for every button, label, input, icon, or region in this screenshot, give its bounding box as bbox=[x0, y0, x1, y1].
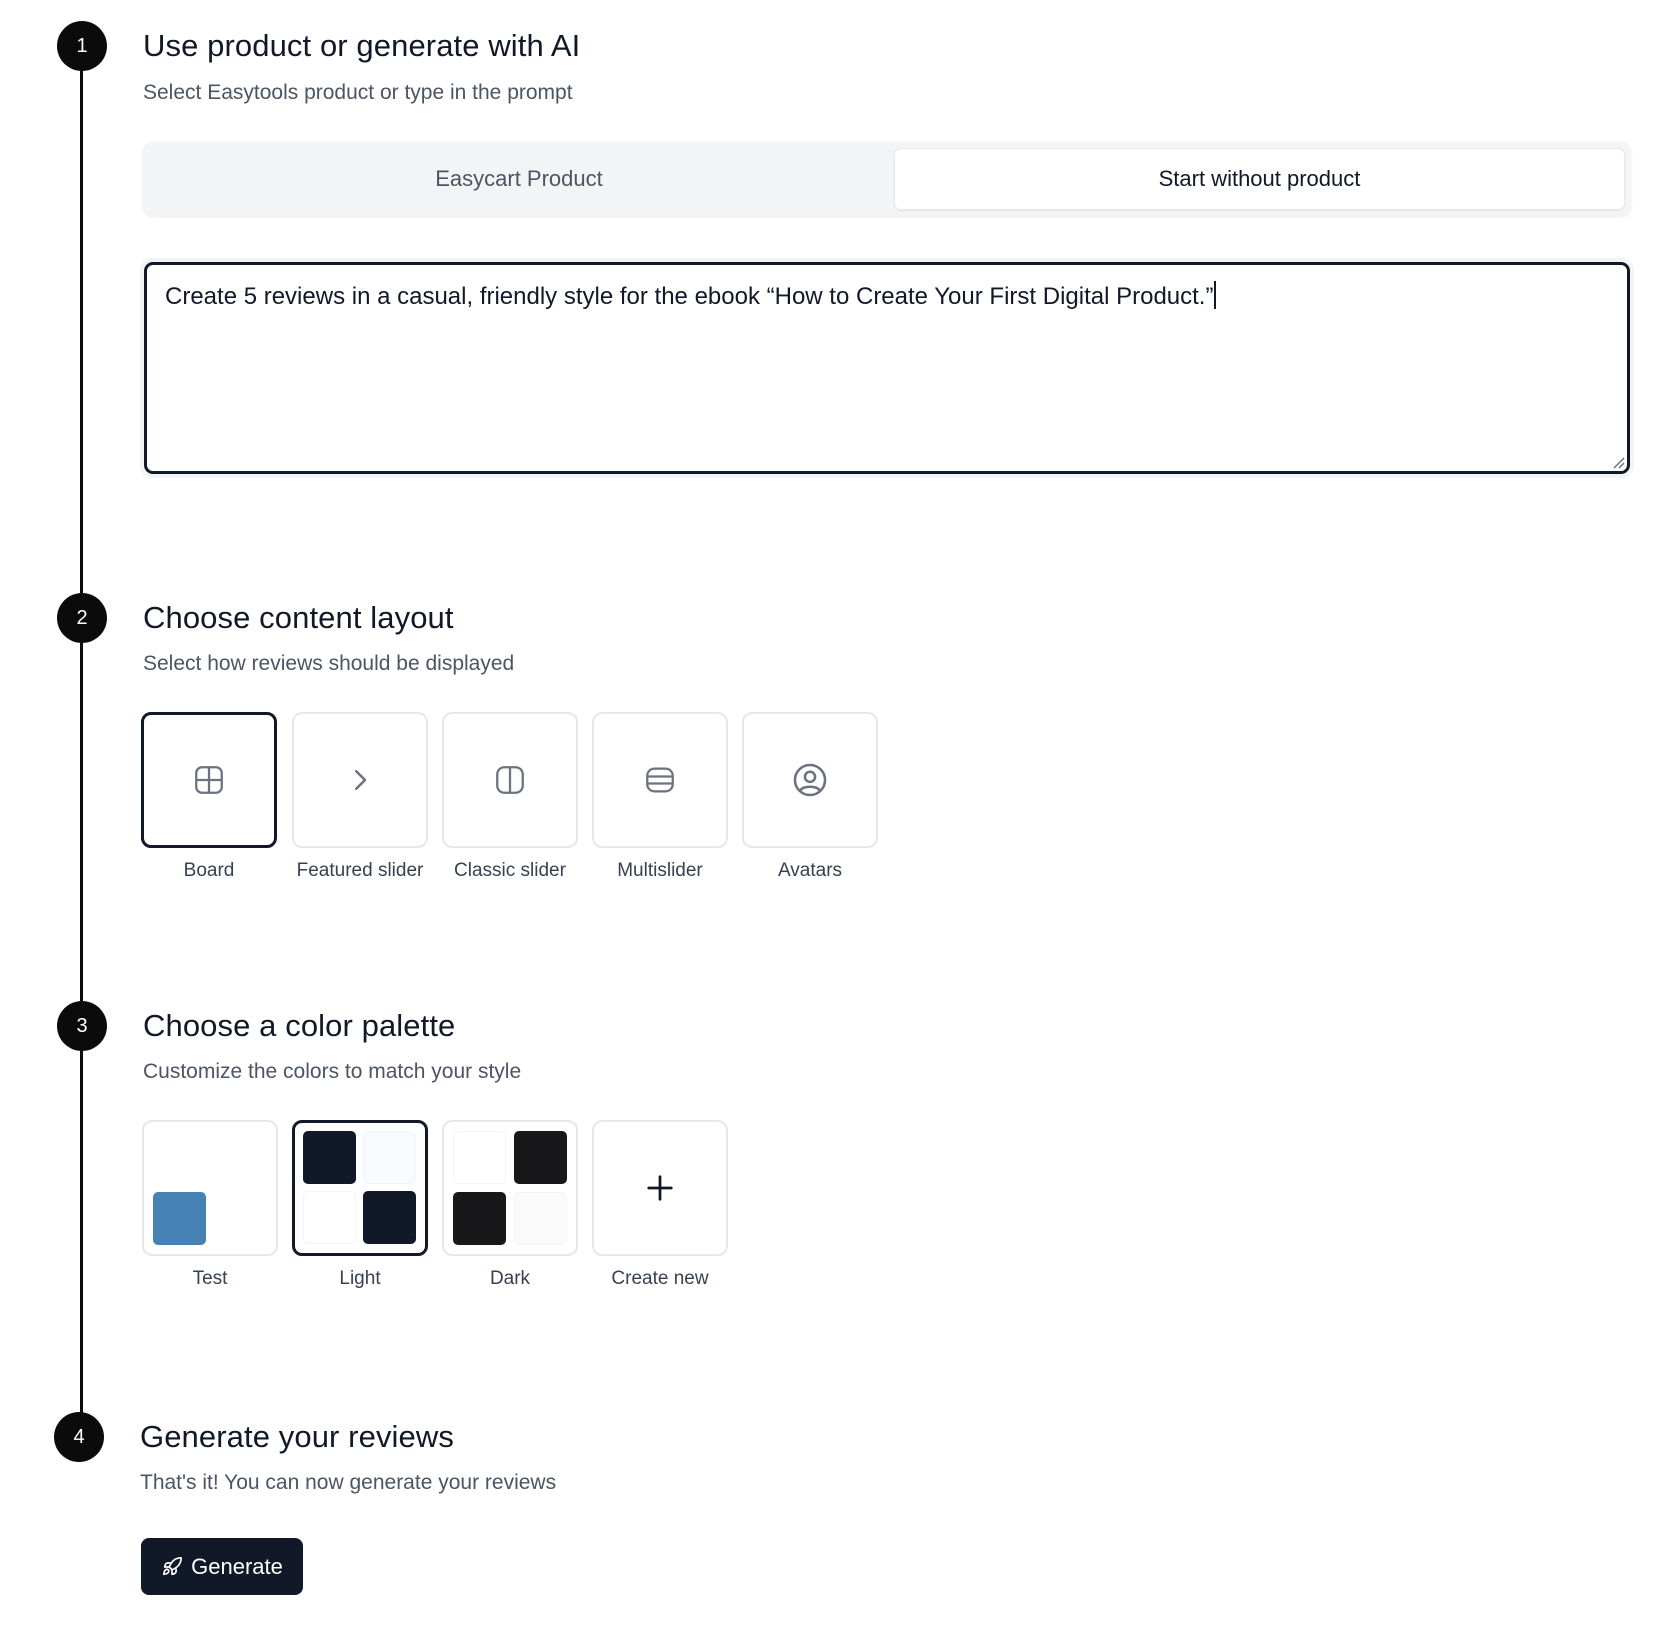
step-title: Use product or generate with AI bbox=[143, 28, 581, 63]
color-swatch bbox=[363, 1191, 416, 1244]
plus-icon bbox=[645, 1173, 675, 1203]
layout-option-classic-slider[interactable] bbox=[442, 712, 578, 882]
palette-tile[interactable] bbox=[292, 1120, 428, 1256]
palette-label: Light bbox=[339, 1268, 381, 1289]
palette-tile[interactable] bbox=[442, 1120, 578, 1256]
step-number: 4 bbox=[54, 1412, 104, 1462]
palette-label: Dark bbox=[489, 1268, 531, 1289]
step-number: 3 bbox=[57, 1001, 107, 1051]
split-panel-icon bbox=[493, 763, 527, 797]
step-title: Generate your reviews bbox=[140, 1419, 454, 1454]
palette-tile[interactable] bbox=[592, 1120, 728, 1256]
layout-tile[interactable] bbox=[742, 712, 878, 848]
layout-option-avatars[interactable] bbox=[742, 712, 878, 882]
generate-label: Generate bbox=[191, 1553, 283, 1579]
prompt-container bbox=[140, 258, 1634, 478]
layout-label: Board bbox=[183, 860, 235, 881]
rows-icon bbox=[643, 763, 677, 797]
step-subtitle: Select how reviews should be displayed bbox=[143, 652, 515, 675]
tab-start-without-product[interactable]: Start without product bbox=[894, 148, 1625, 210]
layout-option-multislider[interactable] bbox=[592, 712, 728, 882]
color-swatch bbox=[303, 1131, 356, 1184]
layout-tile[interactable] bbox=[592, 712, 728, 848]
prompt-textarea[interactable] bbox=[144, 262, 1630, 474]
tab-easycart-product[interactable]: Easycart Product bbox=[435, 166, 603, 191]
step-subtitle: Select Easytools product or type in the prompt bbox=[143, 81, 573, 104]
step-number: 2 bbox=[57, 593, 107, 643]
step-subtitle: That's it! You can now generate your reviews bbox=[140, 1471, 557, 1494]
palette-option-test[interactable] bbox=[142, 1120, 278, 1290]
layout-label: Multislider bbox=[617, 860, 703, 881]
layout-tile[interactable] bbox=[442, 712, 578, 848]
color-swatch bbox=[453, 1131, 506, 1184]
layout-option-board[interactable] bbox=[141, 712, 277, 882]
palette-option-create-new[interactable] bbox=[592, 1120, 728, 1290]
color-swatch bbox=[453, 1192, 506, 1245]
palette-label: Create new bbox=[611, 1268, 709, 1289]
palette-option-light[interactable] bbox=[292, 1120, 428, 1290]
layout-label: Classic slider bbox=[454, 860, 566, 881]
rocket-icon bbox=[161, 1556, 183, 1578]
layout-label: Avatars bbox=[777, 860, 843, 881]
layout-tile[interactable] bbox=[292, 712, 428, 848]
layout-tile[interactable] bbox=[141, 712, 277, 848]
layout-label: Featured slider bbox=[296, 860, 424, 881]
palette-tile[interactable] bbox=[142, 1120, 278, 1256]
color-swatch bbox=[303, 1191, 356, 1244]
user-circle-icon bbox=[791, 761, 829, 799]
timeline-line bbox=[80, 46, 83, 1441]
grid-icon bbox=[192, 763, 226, 797]
palette-swatches bbox=[303, 1131, 417, 1245]
color-swatch bbox=[153, 1192, 206, 1245]
source-tabs bbox=[143, 142, 1631, 216]
prompt-text: Create 5 reviews in a casual, friendly style for the ebook “How to Create Your First Digital Product.” bbox=[165, 283, 1214, 310]
step-subtitle: Customize the colors to match your style bbox=[143, 1060, 522, 1083]
resize-handle-icon[interactable] bbox=[1611, 455, 1625, 469]
step-number: 1 bbox=[57, 21, 107, 71]
color-swatch bbox=[514, 1192, 567, 1245]
palette-option-dark[interactable] bbox=[442, 1120, 578, 1290]
palette-swatches bbox=[453, 1131, 567, 1245]
color-swatch bbox=[514, 1131, 567, 1184]
palette-swatches bbox=[153, 1131, 267, 1245]
palette-label: Test bbox=[192, 1268, 228, 1289]
color-swatch bbox=[363, 1131, 416, 1184]
step-title: Choose content layout bbox=[143, 600, 454, 635]
chevron-right-icon bbox=[345, 765, 375, 795]
text-caret bbox=[1214, 281, 1216, 309]
step-title: Choose a color palette bbox=[143, 1008, 456, 1043]
generate-button[interactable] bbox=[141, 1538, 303, 1595]
layout-option-featured-slider[interactable] bbox=[292, 712, 428, 882]
